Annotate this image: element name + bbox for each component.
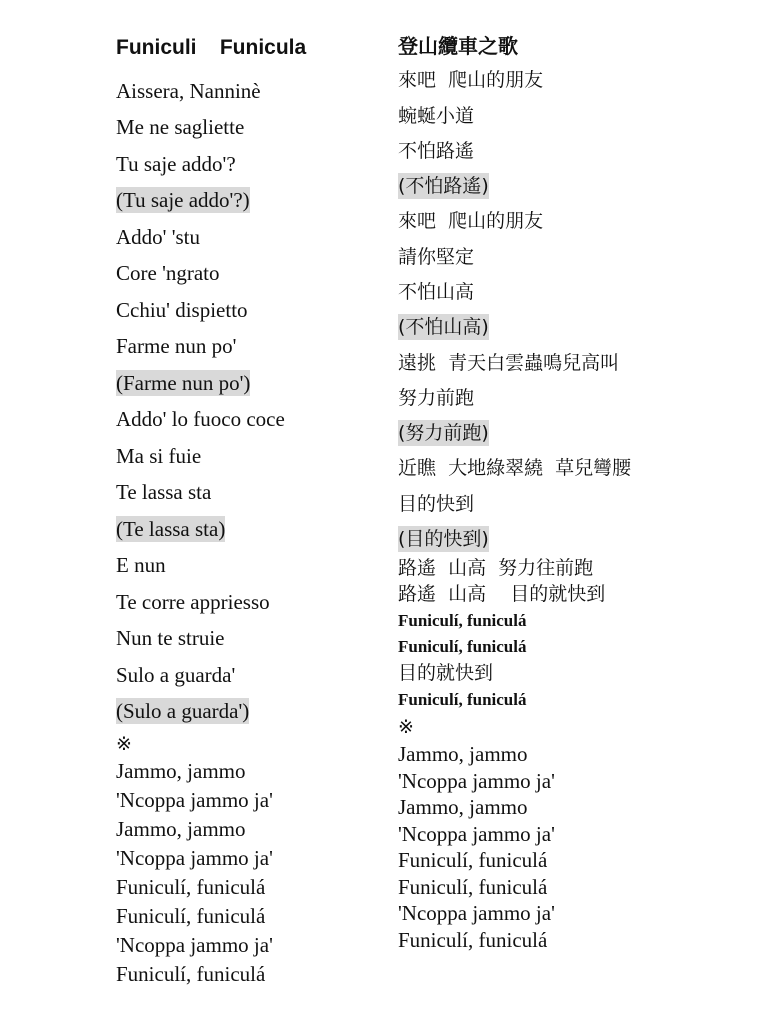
italian-line: Me ne sagliette	[116, 115, 245, 139]
italian-chorus-line: 'Ncoppa jammo ja'	[116, 933, 273, 957]
chinese-line: 不怕路遙	[398, 140, 475, 162]
chorus-line: 'Ncoppa jammo ja'	[398, 901, 555, 925]
italian-line: E nun	[116, 553, 166, 577]
italian-line: Sulo a guarda'	[116, 663, 236, 687]
chorus-line: 'Ncoppa jammo ja'	[398, 822, 555, 846]
chinese-line: 來吧 爬山的朋友	[398, 69, 544, 91]
chinese-line: 近瞧 大地綠翠繞 草兒彎腰	[398, 457, 632, 479]
chorus-line: Funiculí, funiculá	[398, 848, 548, 872]
chinese-line-repeat: (不怕路遙)	[398, 175, 489, 197]
chinese-line: 路遙 山高 努力往前跑	[398, 557, 594, 579]
chinese-line: 努力前跑	[398, 387, 475, 409]
italian-line: Nun te struie	[116, 626, 225, 650]
chinese-line-repeat: (目的快到)	[398, 528, 489, 550]
chorus-line: Funiculí, funiculá	[398, 875, 548, 899]
chorus-line: Jammo, jammo	[398, 795, 528, 819]
italian-line: Te corre appriesso	[116, 590, 270, 614]
italian-line: Aissera, Nanninè	[116, 79, 261, 103]
chorus-line-small: Funiculí, funiculá	[398, 637, 527, 656]
italian-line-repeat: (Tu saje addo'?)	[116, 188, 250, 212]
italian-chorus-line: Funiculí, funiculá	[116, 962, 266, 986]
italian-chorus-line: 'Ncoppa jammo ja'	[116, 846, 273, 870]
chorus-line: Jammo, jammo	[398, 742, 528, 766]
chinese-line-repeat: (努力前跑)	[398, 422, 489, 444]
chinese-line: 路遙 山高 目的就快到	[398, 583, 606, 605]
chinese-line: 目的快到	[398, 493, 475, 515]
italian-chorus-line: Funiculí, funiculá	[116, 875, 266, 899]
refrain-mark: ※	[398, 716, 414, 738]
chorus-line: 'Ncoppa jammo ja'	[398, 769, 555, 793]
italian-line-repeat: (Sulo a guarda')	[116, 699, 250, 723]
italian-line: Cchiu' dispietto	[116, 298, 248, 322]
italian-title: Funiculi Funicula	[116, 36, 307, 59]
chorus-line-small: Funiculí, funiculá	[398, 690, 527, 709]
chinese-line: 蜿蜒小道	[398, 105, 475, 127]
chorus-line-small: Funiculí, funiculá	[398, 611, 527, 630]
chinese-line: 遠挑 青天白雲蟲鳴兒高叫	[398, 352, 620, 374]
italian-line: Ma si fuie	[116, 444, 202, 468]
chinese-title: 登山纜車之歌	[398, 34, 518, 58]
chorus-line: Funiculí, funiculá	[398, 928, 548, 952]
italian-line: Tu saje addo'?	[116, 152, 236, 176]
italian-chorus-line: 'Ncoppa jammo ja'	[116, 788, 273, 812]
chinese-line: 目的就快到	[398, 662, 494, 684]
italian-line: Core 'ngrato	[116, 261, 220, 285]
refrain-mark: ※	[116, 733, 132, 755]
italian-line-repeat: (Te lassa sta)	[116, 517, 226, 541]
chinese-line-repeat: (不怕山高)	[398, 316, 489, 338]
chinese-line: 來吧 爬山的朋友	[398, 210, 544, 232]
italian-line: Te lassa sta	[116, 480, 212, 504]
chinese-line: 不怕山高	[398, 281, 475, 303]
italian-line-repeat: (Farme nun po')	[116, 371, 251, 395]
italian-chorus-line: Funiculí, funiculá	[116, 904, 266, 928]
italian-chorus-line: Jammo, jammo	[116, 759, 246, 783]
italian-line: Addo' lo fuoco coce	[116, 407, 285, 431]
italian-line: Addo' 'stu	[116, 225, 200, 249]
italian-line: Farme nun po'	[116, 334, 237, 358]
italian-chorus-line: Jammo, jammo	[116, 817, 246, 841]
chinese-line: 請你堅定	[398, 246, 475, 268]
